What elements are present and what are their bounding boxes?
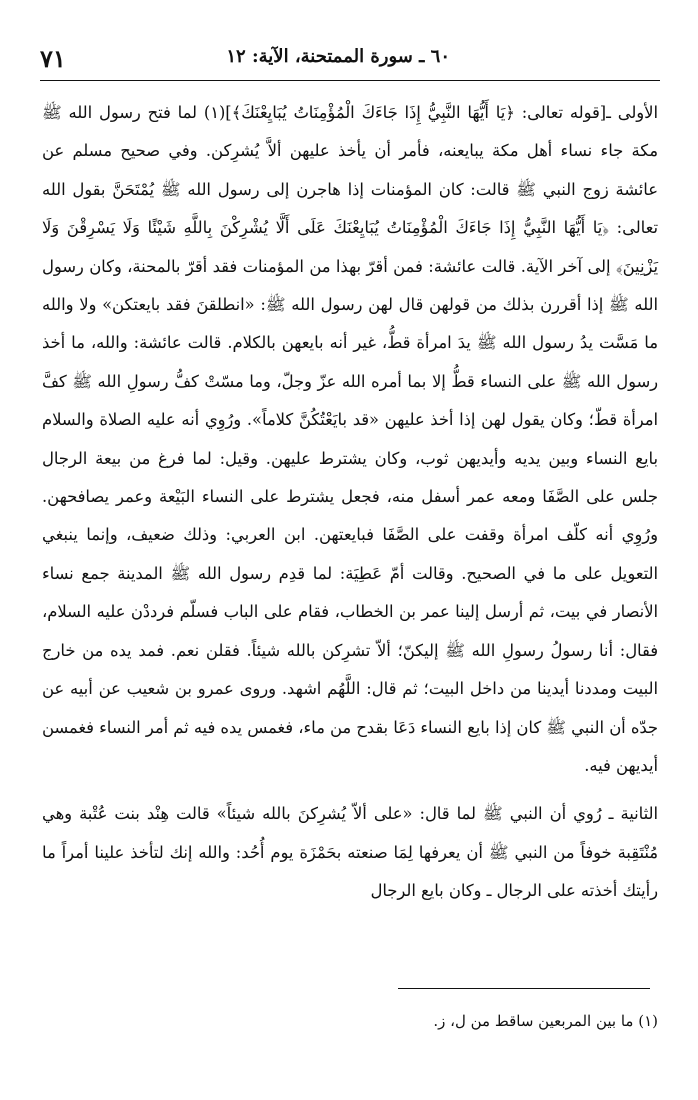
page-number: ٧١	[40, 44, 66, 73]
running-title: ٦٠ ـ سورة الممتحنة، الآية: ١٢	[226, 46, 450, 67]
paragraph-first-issue: الأولى ـ[قوله تعالى: ﴿يَا أَيُّهَا النَّبِيُّ إِذَا جَاءَكَ الْمُؤْمِنَاتُ يُبَايِعْنَكَ﴾](١) لما فتح رسول الله ﷺ مكة جاء نساء أهل مكة يبايعنه، فأمر أن يأخذ عليهن ألاَّ يُشرِكن. وفي صحيح مسلم عن عائشة زوج النبي ﷺ قالت: كان المؤمنات إذا هاجرن إلى رسول الله ﷺ يُمْتَحَنَّ بقول الله تعالى: ﴿يَا أَيُّهَا النَّبِيُّ إِذَا جَاءَكَ الْمُؤْمِنَاتُ يُبَايِعْنَكَ عَلَى أَلَّا يُشْرِكْنَ بِاللَّهِ شَيْئًا وَلَا يَسْرِقْنَ وَلَا يَزْنِينَ﴾ إلى آخر الآية. قالت عائشة: فمن أقرّ بهذا من المؤمنات فقد أقرّ بالمحنة، وكان رسول الله ﷺ إذا أقررن بذلك من قولهن قال لهن رسول الله ﷺ: «انطلقنَ فقد بايعتكن» ولا والله ما مَسَّت يدُ رسول الله ﷺ يدَ امرأة قطُّ، غير أنه بايعهن بالكلام. قالت عائشة: والله، ما أخذ رسول الله ﷺ على النساء قطُّ إلا بما أمره الله عزّ وجلّ، وما مسّتْ كفُّ رسولِ الله ﷺ كفَّ امرأة قطّ؛ وكان يقول لهن إذا أخذ عليهن «قد بايَعْتُكُنَّ كلاماً». ورُوِي أنه عليه الصلاة والسلام بايع النساء وبين يديه وأيديهن ثوب، وكان يشترط عليهن. وقيل: لما فرغ من بيعة الرجال جلس على الصَّفَا ومعه عمر أسفل منه، فجعل يشترط على النساء البَيْعة وعمر يصافحهن. ورُوِي أنه كلّف امرأة وقفت على الصَّفَا فبايعتهن. ابن العربي: وذلك ضعيف، وإنما ينبغي التعويل على ما في الصحيح. وقالت أمّ عَطِيَة: لما قدِم رسول الله ﷺ المدينة جمع نساء الأنصار في بيت، ثم أرسل إلينا عمر بن الخطاب، فقام على الباب فسلّم فرددْن عليه السلام، فقال: أنا رسولُ رسولِ الله ﷺ إليكنّ؛ ألاّ تشرِكن بالله شيئاً. فقلن نعم. فمد يده من خارج البيت ومددنا أيدينا من داخل البيت؛ ثم قال: اللَّهُم اشهد. وروى عمرو بن شعيب عن أبيه عن جدّه أن النبي ﷺ كان إذا بايع النساء دَعَا بقدح من ماء، فغمس يده فيه ثم أمر النساء فغمسن أيديهن فيه.	[42, 103, 658, 775]
footnote-divider	[398, 988, 650, 989]
paragraph-second-issue: الثانية ـ رُوي أن النبي ﷺ لما قال: «على ألاّ يُشرِكنَ بالله شيئاً» قالت هِنْد بنت عُتْبة وهي مُنْتَقِبة خوفاً من النبي ﷺ أن يعرفها لِمَا صنعته بحَمْزَة يوم أُحُد: والله إنك لتأخذ علينا أمراً ما رأيتك أخذته على الرجال ـ وكان بايع الرجال	[42, 804, 658, 901]
page-header	[40, 40, 660, 81]
footnote: (١) ما بين المربعين ساقط من ل، ز.	[433, 1012, 658, 1030]
body-text	[42, 94, 658, 911]
